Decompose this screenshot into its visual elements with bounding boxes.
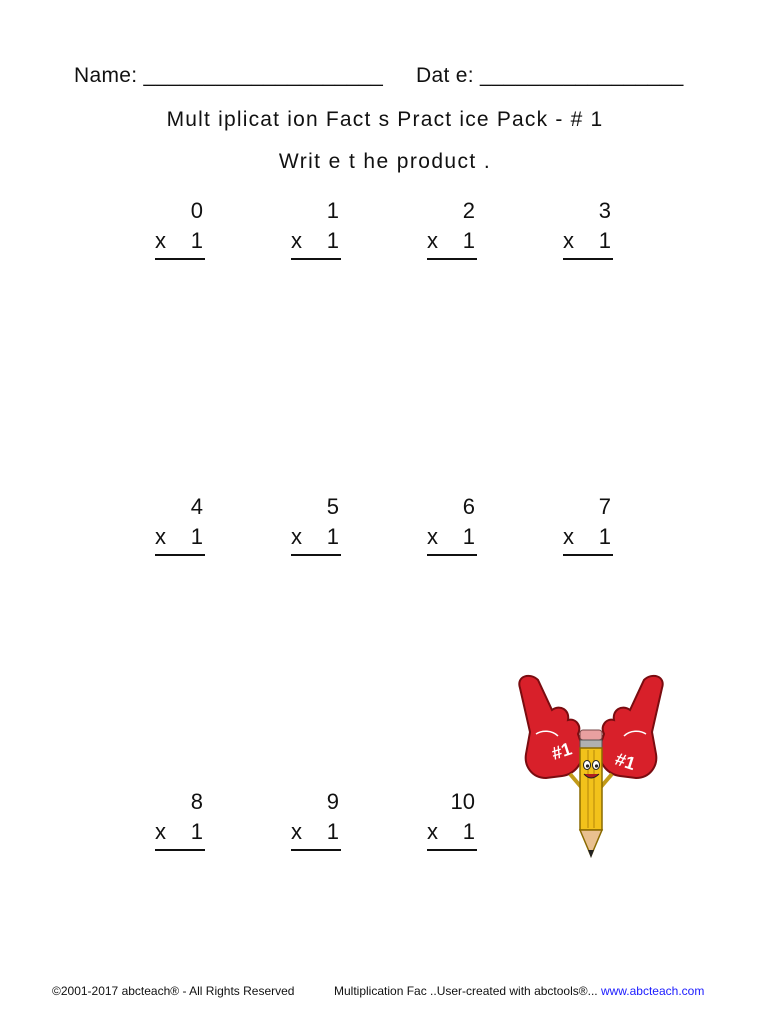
problem-factor: 1 [326, 228, 339, 253]
problem-factor: 1 [190, 228, 203, 253]
answer-line [291, 258, 341, 260]
instructions: Writ e t he product . [278, 150, 492, 173]
operator: x [427, 819, 438, 844]
operator: x [291, 228, 302, 253]
date-label: Dat e: _________________ [416, 64, 684, 87]
operator: x [291, 819, 302, 844]
problem-top-number: 2 [462, 198, 475, 223]
answer-line [563, 258, 613, 260]
problem-11 [427, 789, 477, 853]
problem-6 [291, 494, 341, 558]
problem-top-number: 6 [462, 494, 475, 519]
problem-2 [291, 198, 341, 262]
copyright-text: ©2001-2017 abcteach® - All Rights Reserved [52, 984, 295, 998]
problem-5 [155, 494, 205, 558]
answer-line [427, 554, 477, 556]
operator: x [563, 228, 574, 253]
problem-factor: 1 [326, 524, 339, 549]
answer-line [427, 849, 477, 851]
problem-top-number: 7 [598, 494, 611, 519]
problem-4 [563, 198, 613, 262]
problem-top-number: 1 [326, 198, 339, 223]
page-title: Mult iplicat ion Fact s Pract ice Pack - # 1 [166, 108, 604, 131]
operator: x [155, 819, 166, 844]
right-foam-finger-icon [599, 676, 663, 778]
problem-top-number: 9 [326, 789, 339, 814]
right-glove-text: #1 [612, 748, 638, 774]
problem-top-number: 10 [450, 789, 475, 814]
answer-line [155, 258, 205, 260]
left-foam-finger-icon [519, 676, 583, 778]
problem-top-number: 4 [190, 494, 203, 519]
abcteach-link[interactable]: www.abcteach.com [600, 984, 705, 998]
answer-line [291, 554, 341, 556]
problem-8 [563, 494, 613, 558]
operator: x [563, 524, 574, 549]
footer-source [334, 984, 704, 998]
operator: x [291, 524, 302, 549]
name-label: Name: ____________________ [74, 64, 384, 87]
problem-factor: 1 [462, 524, 475, 549]
problem-3 [427, 198, 477, 262]
problem-10 [291, 789, 341, 853]
operator: x [155, 524, 166, 549]
problem-factor: 1 [462, 819, 475, 844]
problem-factor: 1 [462, 228, 475, 253]
problem-1 [155, 198, 205, 262]
answer-line [563, 554, 613, 556]
problem-top-number: 5 [326, 494, 339, 519]
operator: x [427, 228, 438, 253]
problem-9 [155, 789, 205, 853]
pencil-icon [580, 730, 602, 858]
footer-middle-text: Multiplication Fac ..User-created with abctools®... [334, 984, 601, 998]
problem-factor: 1 [326, 819, 339, 844]
answer-line [155, 554, 205, 556]
problem-top-number: 0 [190, 198, 203, 223]
left-glove-text: #1 [549, 738, 575, 764]
pencil-foam-finger-mascot-icon [508, 670, 674, 862]
answer-line [291, 849, 341, 851]
problem-factor: 1 [598, 228, 611, 253]
answer-line [155, 849, 205, 851]
answer-line [427, 258, 477, 260]
problem-factor: 1 [598, 524, 611, 549]
problem-7 [427, 494, 477, 558]
operator: x [155, 228, 166, 253]
problem-factor: 1 [190, 524, 203, 549]
problem-factor: 1 [190, 819, 203, 844]
problem-top-number: 3 [598, 198, 611, 223]
operator: x [427, 524, 438, 549]
problem-top-number: 8 [190, 789, 203, 814]
